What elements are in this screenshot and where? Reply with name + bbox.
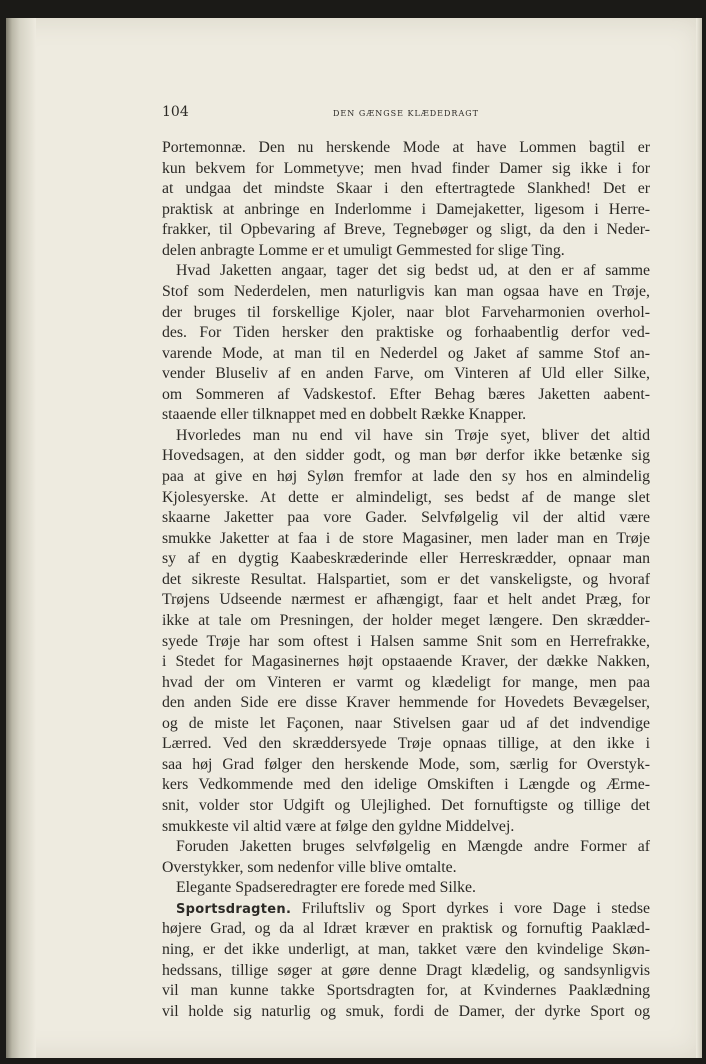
text-line: og de miste let Façonen, naar Stivelsen gaar ud af det indvendige (162, 714, 650, 732)
text-line: Stof som Nederdelen, men naturligvis kan man ogsaa have en Trøje, (162, 282, 650, 300)
text-line: smukkeste vil altid være at følge den gyldne Middelvej. (162, 817, 515, 835)
text-line: varende Mode, at man til en Nederdel og Jaket af samme Stof an- (162, 344, 650, 362)
text-line: ikke at tale om Presningen, der holder meget længere. Den skrædder- (162, 611, 650, 629)
text-line: smukke Jaketter at faa i de store Magasiner, men lader man en Trøje (162, 529, 650, 547)
text-line: Trøjens Udseende nærmest er afhængigt, faar et helt andet Præg, for (162, 591, 650, 609)
running-head: DEN GÆNGSE KLÆDEDRAGT (333, 109, 479, 118)
text-line-continuation: Friluftsliv og Sport dyrkes i vore Dage i stedse (301, 899, 651, 917)
text-line: vil holde sig naturlig og smuk, fordi de Damer, der dyrke Sport og (162, 1002, 650, 1020)
text-line: delen anbragte Lomme er et umuligt Gemmested for slige Ting. (162, 241, 565, 259)
text-line: højere Grad, og da al Idræt kræver en praktisk og fornuftig Paaklæd- (162, 920, 650, 938)
text-line: den anden Side ere disse Kraver hemmende for Hovedets Bevægelser, (162, 694, 650, 712)
text-line: Hovedsagen, at den sidder godt, og man bør derfor ikke betænke sig (162, 447, 650, 465)
text-line: Overstykker, som nedenfor ville blive omtalte. (162, 858, 457, 876)
text-line: syede Trøje har som oftest i Halsen samme Snit som en Herrefrakke, (162, 632, 650, 650)
text-line: ning, er det ikke underligt, at man, takket være den kvindelige Skøn- (162, 940, 650, 958)
text-line: praktisk at anbringe en Inderlomme i Damejaketter, ligesom i Herre- (162, 200, 650, 218)
section-heading-sportsdragten: Sportsdragten. (176, 901, 292, 917)
text-line: Hvad Jaketten angaar, tager det sig bedst ud, at den er af samme (176, 262, 650, 280)
text-line: paa at give en høj Syløn fremfor at lade den sy hos en almindelig (162, 468, 650, 485)
text-line: skaarne Jaketter paa vore Gader. Selvfølgelig vil der altid være (162, 509, 650, 527)
text-line: vender Bluseliv af en anden Farve, om Vinteren af Uld eller Silke, (162, 365, 650, 383)
text-line: Foruden Jaketten bruges selvfølgelig en Mængde andre Former af (176, 838, 650, 856)
text-line: Portemonnæ. Den nu herskende Mode at have Lommen bagtil er (162, 139, 650, 156)
text-line: at undgaa det mindste Skaar i den eftertragtede Slankhed! Det er (162, 180, 650, 198)
text-line: hvad der om Vinteren er varmt og klædeligt for mange, men paa (162, 673, 650, 691)
text-line: des. For Tiden hersker den praktiske og forhaabentlig derfor ved- (162, 324, 650, 342)
page-number: 104 (162, 104, 189, 120)
book-spine-shadow (6, 18, 36, 1058)
text-line: der bruges til forskellige Kjoler, naar blot Farveharmonien overhol- (162, 303, 650, 321)
text-line: Elegante Spadseredragter ere forede med Silke. (176, 879, 477, 897)
text-line: saa høj Grad følger den herskende Mode, som, særlig for Overstyk- (162, 755, 650, 773)
text-line: om Sommeren af Vadskestof. Efter Behag bæres Jaketten aabent- (162, 385, 650, 403)
page-header (162, 100, 650, 124)
text-line: Hvorledes man nu end vil have sin Trøje syet, bliver det altid (176, 426, 650, 444)
text-line: Lærred. Ved den skræddersyede Trøje opnaas tillige, at den ikke i (162, 735, 650, 753)
text-line: kun bekvem for Lommetyve; men hvad finder Damer sig ikke i for (162, 159, 650, 177)
page-edge (696, 18, 702, 1058)
text-line: staaende eller tilknappet med en dobbelt Række Knapper. (162, 406, 527, 424)
text-line: kers Vedkommende med den idelige Omskiften i Længde og Ærme- (162, 776, 650, 794)
text-line: hedssans, tillige søger at gøre denne Dragt klædelig, og sandsynligvis (162, 961, 650, 979)
text-line (162, 899, 650, 920)
text-line: frakker, til Opbevaring af Breve, Tegnebøger og sligt, da den i Neder- (162, 221, 650, 239)
text-line: snit, volder stor Udgift og Ulejlighed. Det fornuftigste og tillige det (162, 797, 650, 814)
text-line: Kjolesyerske. At dette er almindeligt, ses bedst af de mange slet (162, 488, 650, 506)
text-line: i Stedet for Magasinernes højt opstaaende Kraver, der dække Nakken, (162, 653, 650, 671)
text-line: sy af en dygtig Kaabeskræderinde eller Herreskrædder, opnaar man (162, 550, 650, 568)
body-text (162, 138, 650, 1022)
text-line: vil man kunne takke Sportsdragten for, at Kvindernes Paaklædning (162, 982, 650, 1000)
text-line: det sikreste Resultat. Halspartiet, som er det vanskeligste, og hvoraf (162, 570, 650, 588)
